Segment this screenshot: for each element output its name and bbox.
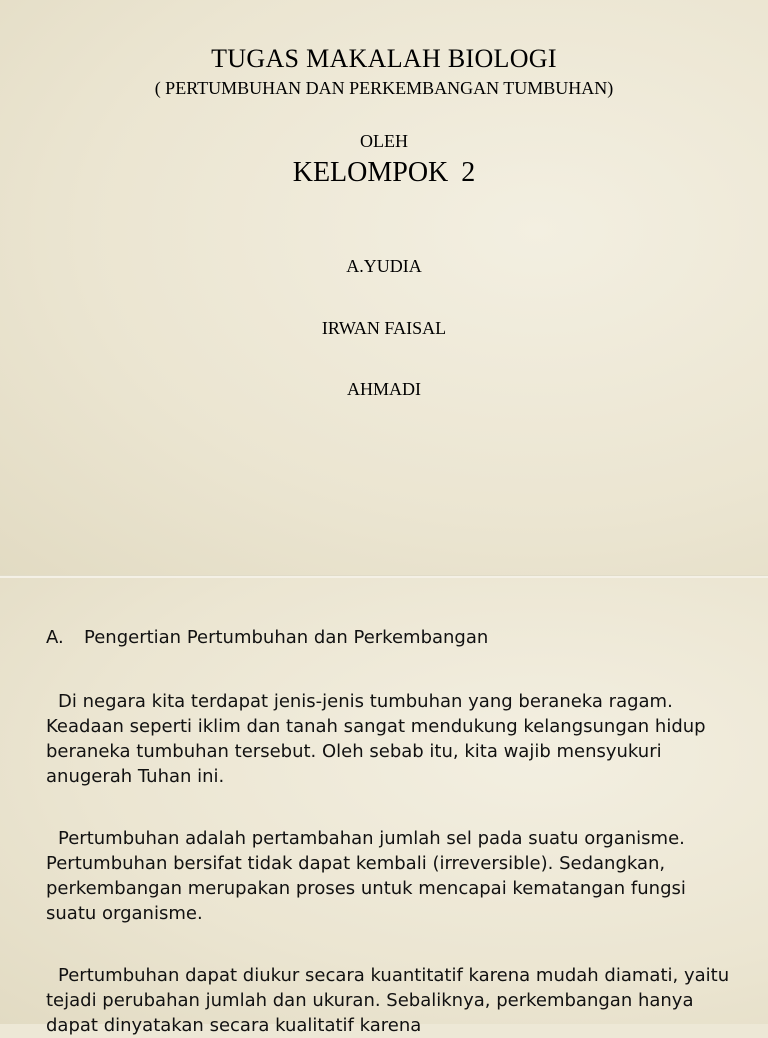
document-title: TUGAS MAKALAH BIOLOGI	[211, 44, 557, 73]
section-number: A.	[46, 627, 64, 648]
section-heading-text: Pengertian Pertumbuhan dan Perkembangan	[84, 627, 489, 648]
paragraph: Pertumbuhan dapat diukur secara kuantitatif karena mudah diamati, yaitu tejadi perubahan jumlah dan ukuran. Sebaliknya, perkembangan hanya dapat dinyatakan secara kualitatif karena	[46, 965, 730, 1036]
member-name: A.YUDIA	[346, 256, 422, 276]
member-name: IRWAN FAISAL	[321, 318, 447, 338]
group-name: KELOMPOK 2	[292, 157, 476, 188]
member-name: AHMADI	[347, 379, 421, 399]
content-slide	[0, 578, 768, 1036]
by-label: OLEH	[360, 131, 408, 151]
section-heading	[46, 627, 488, 648]
document-subtitle: ( PERTUMBUHAN DAN PERKEMBANGAN TUMBUHAN)	[154, 78, 614, 98]
paragraph: Di negara kita terdapat jenis-jenis tumbuhan yang beraneka ragam. Keadaan seperti iklim dan tanah sangat mendukung kelangsungan hidup beraneka tumbuhan tersebut. Oleh sebab itu, kita wajib mensyukuri anugerah Tuhan ini.	[46, 691, 706, 787]
paragraph: Pertumbuhan adalah pertambahan jumlah sel pada suatu organisme. Pertumbuhan bersifat tidak dapat kembali (irreversible). Sedangkan, perkembangan merupakan proses untuk mencapai kematangan fungsi suatu organisme.	[46, 828, 686, 924]
